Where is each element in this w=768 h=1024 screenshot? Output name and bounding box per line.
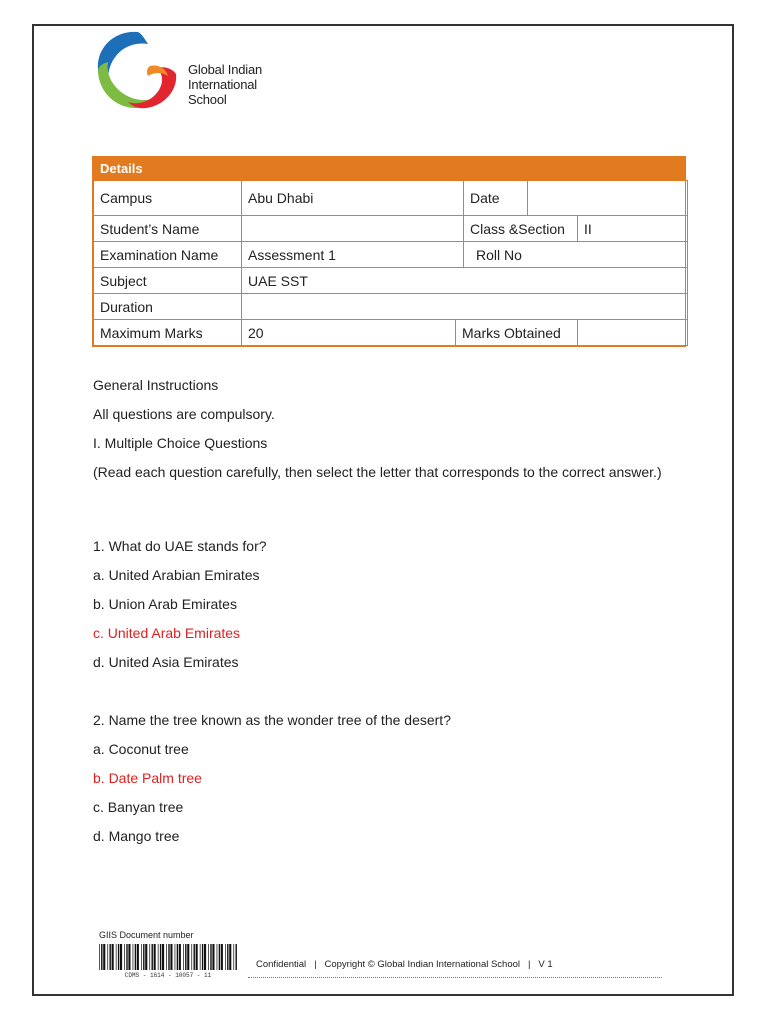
barcode-bar (170, 944, 172, 970)
roll-no-label (464, 242, 688, 268)
barcode-bar (217, 944, 218, 970)
barcode-bar (175, 944, 176, 970)
barcode-bar (143, 944, 144, 970)
separator: | (527, 959, 531, 970)
barcode-bar (107, 944, 108, 970)
student-name-value[interactable] (242, 216, 464, 242)
confidential-label: Confidential (256, 959, 307, 970)
duration-value[interactable] (242, 294, 688, 320)
table-row (94, 242, 688, 268)
instruction-line: All questions are compulsory. (93, 406, 275, 422)
barcode-bar (179, 944, 181, 970)
subject-label: Subject (94, 268, 242, 294)
school-name-line3: School (188, 92, 227, 107)
barcode-bar (229, 944, 231, 970)
table-row (94, 294, 688, 320)
school-name-line2: International (188, 77, 257, 92)
barcode-icon (98, 944, 238, 978)
q1-option-b[interactable]: b. Union Arab Emirates (93, 596, 237, 612)
barcode-bar (133, 944, 134, 970)
separator: | (314, 959, 317, 970)
date-label: Date (464, 181, 528, 216)
q2-option-d[interactable]: d. Mango tree (93, 828, 180, 844)
table-row (94, 181, 688, 216)
barcode-bar (162, 944, 164, 970)
barcode-bar (124, 944, 125, 970)
barcode-bar (145, 944, 147, 970)
marks-obtained-label: Marks Obtained (456, 320, 578, 346)
instruction-note: (Read each question carefully, then select the letter that corresponds to the correct answer.) (93, 464, 662, 480)
max-marks-value: 20 (242, 320, 456, 346)
barcode-bar (128, 944, 130, 970)
logo-swirl-icon (92, 26, 182, 116)
q2-option-a[interactable]: a. Coconut tree (93, 741, 189, 757)
barcode-bar (202, 944, 203, 970)
subject-value: UAE SST (242, 268, 688, 294)
barcode-text: CDMS - 1614 - 10057 - 11 (124, 972, 212, 978)
barcode-bar (118, 944, 119, 970)
details-panel (92, 156, 686, 347)
barcode-bar (152, 944, 153, 970)
version-label: V 1 (538, 959, 553, 970)
q1-option-c[interactable]: c. United Arab Emirates (93, 625, 241, 641)
barcode-bar (191, 944, 192, 970)
details-header: Details (93, 157, 685, 180)
table-row (94, 320, 688, 346)
barcode-bar (141, 944, 142, 970)
max-marks-label: Maximum Marks (94, 320, 242, 346)
barcode-bar (221, 944, 223, 970)
barcode-bar (208, 944, 209, 970)
school-name-line1: Global Indian (188, 62, 263, 77)
barcode-bar (204, 944, 206, 970)
general-instructions-heading: General Instructions (93, 377, 219, 393)
class-section-value: II (578, 216, 688, 242)
roll-no-text: Roll No (476, 246, 522, 263)
barcode-bar (227, 944, 228, 970)
barcode-bar (137, 944, 139, 970)
barcode-bar (233, 944, 234, 970)
footer-text (256, 959, 553, 970)
campus-value: Abu Dhabi (242, 181, 464, 216)
q1-option-a[interactable]: a. United Arabian Emirates (93, 567, 260, 583)
class-section-label: Class &Section (464, 216, 578, 242)
campus-label: Campus (94, 181, 242, 216)
question-1: 1. What do UAE stands for? (93, 538, 267, 554)
barcode-bar (116, 944, 117, 970)
exam-name-label: Examination Name (94, 242, 242, 268)
exam-name-value: Assessment 1 (242, 242, 464, 268)
barcode-bar (225, 944, 226, 970)
copyright-label: Copyright © Global Indian International School (324, 959, 521, 970)
barcode-bar (177, 944, 178, 970)
section-heading: I. Multiple Choice Questions (93, 435, 268, 451)
barcode-bar (185, 944, 186, 970)
barcode-bar (99, 944, 100, 970)
footer-divider (248, 977, 662, 978)
barcode-bar (236, 944, 237, 970)
barcode-bar (149, 944, 150, 970)
barcode-bar (110, 944, 111, 970)
barcode-bar (103, 944, 105, 970)
barcode-bar (112, 944, 114, 970)
date-value[interactable] (528, 181, 688, 216)
barcode-bar (135, 944, 136, 970)
barcode-bar (187, 944, 189, 970)
barcode-bar (210, 944, 211, 970)
q1-option-d[interactable]: d. United Asia Emirates (93, 654, 239, 670)
table-row (94, 216, 688, 242)
school-logo (92, 26, 292, 116)
barcode-bar (219, 944, 220, 970)
barcode-bar (166, 944, 167, 970)
barcode-bar (196, 944, 198, 970)
barcode-bar (101, 944, 102, 970)
barcode-bar (158, 944, 159, 970)
barcode-bar (120, 944, 122, 970)
marks-obtained-value[interactable] (578, 320, 688, 346)
barcode-bar (194, 944, 195, 970)
barcode-bar (200, 944, 201, 970)
barcode-bar (212, 944, 214, 970)
q2-option-c[interactable]: c. Banyan tree (93, 799, 184, 815)
school-name (188, 62, 262, 107)
barcode-bar (168, 944, 169, 970)
document-number-label: GIIS Document number (99, 930, 194, 940)
q2-option-b[interactable]: b. Date Palm tree (93, 770, 202, 786)
question-2: 2. Name the tree known as the wonder tree of the desert? (93, 712, 451, 728)
table-row (94, 268, 688, 294)
duration-label: Duration (94, 294, 242, 320)
details-table (93, 180, 688, 346)
barcode-bar (154, 944, 156, 970)
barcode-bar (183, 944, 184, 970)
barcode-bar (160, 944, 161, 970)
student-name-label: Student’s Name (94, 216, 242, 242)
barcode-bar (126, 944, 127, 970)
